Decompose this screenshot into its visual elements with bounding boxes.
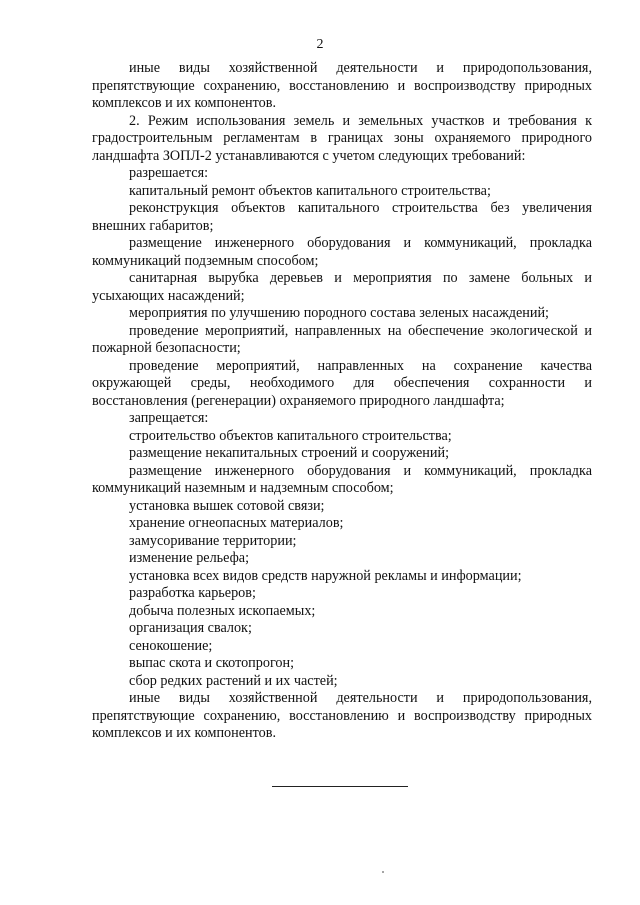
- list-item: установка вышек сотовой связи;: [129, 497, 325, 514]
- list-item: сенокошение;: [129, 637, 213, 654]
- list-item: сбор редких растений и их частей;: [129, 672, 338, 689]
- list-item: организация свалок;: [129, 620, 252, 636]
- list-item: санитарная вырубка деревьев и мероприятия по замене больных и усыхающих насаждений;: [92, 270, 592, 304]
- list-item: реконструкция объектов капитального строительства без увеличения внешних габаритов;: [92, 200, 592, 234]
- list-item: строительство объектов капитального строительства;: [129, 427, 452, 444]
- list-item: установка всех видов средств наружной рекламы и информации;: [129, 567, 522, 584]
- list-item: замусоривание территории;: [129, 532, 297, 549]
- list-item: выпас скота и скотопрогон;: [129, 655, 295, 671]
- scan-speck: [382, 871, 384, 873]
- list-item: мероприятия по улучшению породного состава зеленых насаждений;: [129, 305, 549, 321]
- page-number: 2: [316, 37, 324, 52]
- list-item: капитальный ремонт объектов капитального строительства;: [129, 182, 491, 199]
- paragraph: иные виды хозяйственной деятельности и природопользования, препятствующие сохранению, восстановлению и воспроизводству природных комплексов и их компонентов.: [92, 690, 592, 741]
- list-item: разработка карьеров;: [129, 585, 256, 601]
- list-item: размещение инженерного оборудования и коммуникаций, прокладка коммуникаций наземным и надземным способом;: [92, 462, 592, 496]
- list-item: размещение инженерного оборудования и коммуникаций, прокладка коммуникаций подземным способом;: [92, 235, 592, 269]
- paragraph: иные виды хозяйственной деятельности и природопользования, препятствующие сохранению, восстановлению и воспроизводству природных комплексов и их компонентов.: [92, 60, 592, 111]
- paragraph: 2. Режим использования земель и земельных участков и требования к градостроительным регламентам в границах зоны охраняемого природного ландшафта ЗОПЛ-2 устанавливаются с учетом следующих требований:: [92, 112, 592, 164]
- list-item: проведение мероприятий, направленных на сохранение качества окружающей среды, необходимого для обеспечения сохранности и восстановления (регенерации) охраняемого природного ландшафта;: [92, 357, 592, 409]
- list-item: добыча полезных ископаемых;: [129, 602, 316, 619]
- list-heading-allowed: разрешается:: [129, 165, 209, 181]
- list-heading-prohibited: запрещается:: [129, 410, 209, 426]
- list-item: изменение рельефа;: [129, 550, 250, 566]
- document-body: [92, 60, 592, 743]
- list-item: размещение некапитальных строений и сооружений;: [129, 445, 450, 461]
- list-item: хранение огнеопасных материалов;: [129, 515, 344, 531]
- end-separator-line: [272, 786, 408, 787]
- list-item: проведение мероприятий, направленных на обеспечение экологической и пожарной безопасности;: [92, 322, 592, 356]
